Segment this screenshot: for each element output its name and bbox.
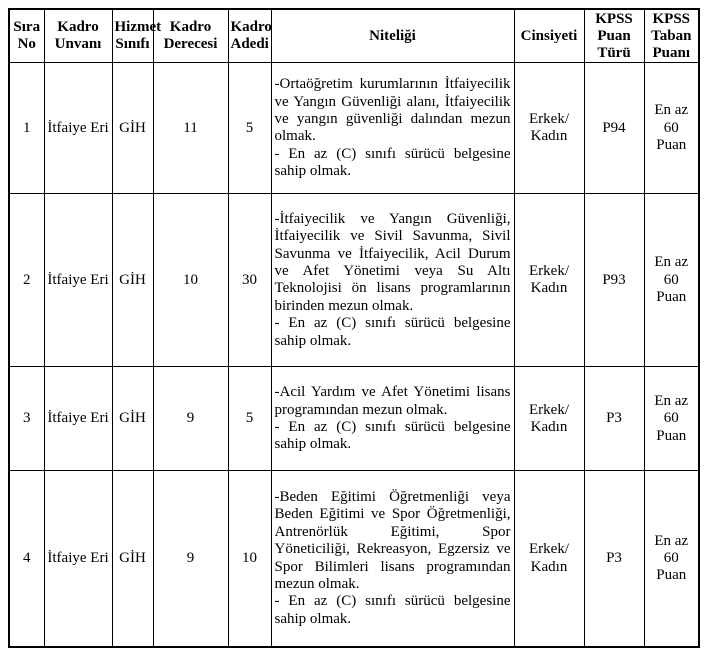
cell-kadro-unvani: İtfaiye Eri	[44, 63, 112, 194]
header-cell-kadro-adedi: Kadro Adedi	[228, 9, 271, 63]
cell-hizmet-sinifi: GİH	[112, 63, 153, 194]
cell-kadro-unvani: İtfaiye Eri	[44, 471, 112, 647]
cell-hizmet-sinifi: GİH	[112, 194, 153, 367]
table-row	[9, 367, 699, 471]
header-row	[9, 9, 699, 63]
cell-kadro-derecesi: 9	[153, 471, 228, 647]
nitelik-line: -İtfaiyecilik ve Yangın Güvenliği, İtfaiyecilik ve Sivil Savunma, Sivil Savunma ve İtfaiyecilik, Acil Durum ve Afet Yönetimi veya Su Altı Teknolojisi ön lisans programlarının birinden mezun olmak.	[274, 210, 511, 314]
header-cell-kpss-puan-turu: KPSS Puan Türü	[584, 9, 644, 63]
table-body	[9, 63, 699, 647]
cell-sira-no: 4	[9, 471, 44, 647]
header-cell-sira-no: Sıra No	[9, 9, 44, 63]
cell-kadro-adedi: 10	[228, 471, 271, 647]
cell-sira-no: 1	[9, 63, 44, 194]
nitelik-line: - En az (C) sınıfı sürücü belgesine sahip olmak.	[274, 145, 511, 180]
header-cell-hizmet-sinifi: Hizmet Sınıfı	[112, 9, 153, 63]
nitelik-line: -Ortaöğretim kurumlarının İtfaiyecilik ve Yangın Güvenliği alanı, İtfaiyecilik ve yangın güvenliği dalından mezun olmak.	[274, 76, 511, 145]
header-cell-cinsiyeti: Cinsiyeti	[514, 9, 584, 63]
cell-kpss-taban-puani: En az 60 Puan	[644, 63, 699, 194]
cell-kadro-derecesi: 10	[153, 194, 228, 367]
cell-kpss-taban-puani: En az 60 Puan	[644, 367, 699, 471]
cell-kadro-derecesi: 11	[153, 63, 228, 194]
cell-kpss-puan-turu: P94	[584, 63, 644, 194]
nitelik-line: - En az (C) sınıfı sürücü belgesine sahip olmak.	[274, 315, 511, 349]
header-cell-kadro-unvani: Kadro Unvanı	[44, 9, 112, 63]
cell-kadro-derecesi: 9	[153, 367, 228, 471]
header-cell-kpss-taban-puani: KPSS Taban Puanı	[644, 9, 699, 63]
cell-cinsiyeti: Erkek/ Kadın	[514, 471, 584, 647]
cell-hizmet-sinifi: GİH	[112, 471, 153, 647]
cell-cinsiyeti: Erkek/ Kadın	[514, 367, 584, 471]
cell-niteligi	[271, 367, 514, 471]
cell-kadro-adedi: 5	[228, 367, 271, 471]
table-header	[9, 9, 699, 63]
cell-sira-no: 3	[9, 367, 44, 471]
nitelik-line: - En az (C) sınıfı sürücü belgesine sahip olmak.	[274, 418, 511, 453]
cell-kadro-adedi: 30	[228, 194, 271, 367]
nitelik-line: - En az (C) sınıfı sürücü belgesine sahip olmak.	[274, 593, 511, 627]
cell-cinsiyeti: Erkek/ Kadın	[514, 63, 584, 194]
table-row	[9, 194, 699, 367]
cell-kpss-taban-puani: En az 60 Puan	[644, 194, 699, 367]
header-cell-niteligi: Niteliği	[271, 9, 514, 63]
cell-kadro-unvani: İtfaiye Eri	[44, 194, 112, 367]
nitelik-line: -Beden Eğitimi Öğretmenliği veya Beden Eğitimi ve Spor Öğretmenliği, Antrenörlük Eğitimi, Spor Yöneticiliği, Rekreasyon, Egzersiz ve Spor Bilimleri lisans programından mezun olmak.	[274, 489, 511, 593]
cell-niteligi	[271, 194, 514, 367]
cell-kpss-puan-turu: P93	[584, 194, 644, 367]
nitelik-line: -Acil Yardım ve Afet Yönetimi lisans programından mezun olmak.	[274, 384, 511, 418]
cell-sira-no: 2	[9, 194, 44, 367]
cell-kpss-taban-puani: En az 60 Puan	[644, 471, 699, 647]
cell-kpss-puan-turu: P3	[584, 471, 644, 647]
cell-niteligi	[271, 63, 514, 194]
cell-niteligi	[271, 471, 514, 647]
cell-kadro-adedi: 5	[228, 63, 271, 194]
cell-kpss-puan-turu: P3	[584, 367, 644, 471]
kadro-ilan-table	[8, 8, 700, 648]
cell-kadro-unvani: İtfaiye Eri	[44, 367, 112, 471]
cell-hizmet-sinifi: GİH	[112, 367, 153, 471]
cell-cinsiyeti: Erkek/ Kadın	[514, 194, 584, 367]
table-row	[9, 63, 699, 194]
header-cell-kadro-derecesi: Kadro Derecesi	[153, 9, 228, 63]
table-row	[9, 471, 699, 647]
